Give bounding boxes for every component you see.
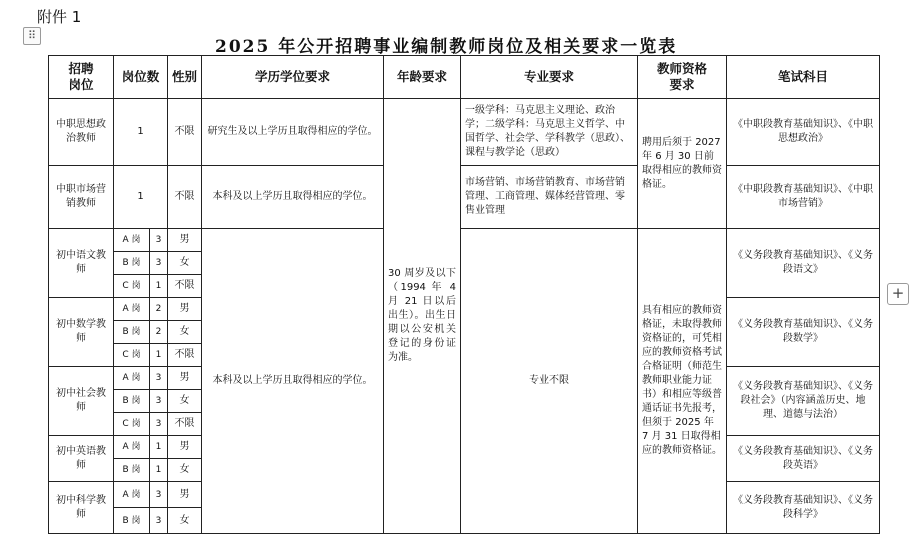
gender: 不限 (168, 344, 202, 367)
gender: 女 (168, 390, 202, 413)
position-count: 3 (150, 229, 168, 252)
table-row (49, 99, 880, 166)
table-row (49, 229, 880, 252)
qualification-requirement: 聘用后须于 2027 年 6 月 30 日前取得相应的教师资格证。 (638, 99, 727, 229)
gender: 女 (168, 508, 202, 534)
position-name: C 岗 (114, 344, 150, 367)
major-requirement: 一级学科：马克思主义理论、政治学；二级学科：马克思主义哲学、中国哲学、社会学、学科教学（思政）、课程与教学论（思政） (461, 99, 638, 166)
gender: 不限 (168, 99, 202, 166)
header-age: 年龄要求 (384, 56, 461, 99)
header-qualification: 教师资格 要求 (638, 56, 727, 99)
header-major: 专业要求 (461, 56, 638, 99)
position-name: A 岗 (114, 367, 150, 390)
post-name: 初中英语教师 (49, 436, 114, 482)
post-name: 中职思想政治教师 (49, 99, 114, 166)
gender: 女 (168, 252, 202, 275)
position-name: A 岗 (114, 482, 150, 508)
position-count: 1 (150, 344, 168, 367)
exam-subjects: 《义务段教育基础知识》、《义务段社会》（内容涵盖历史、地理、道德与法治） (727, 367, 880, 436)
position-count: 3 (150, 367, 168, 390)
exam-subjects: 《义务段教育基础知识》、《义务段英语》 (727, 436, 880, 482)
header-exam: 笔试科目 (727, 56, 880, 99)
age-requirement: 30 周岁及以下（1994 年 4 月 21 日以后出生）。出生日期以公安机关登记的身份证为准。 (384, 99, 461, 534)
gender: 不限 (168, 413, 202, 436)
plus-icon[interactable]: + (887, 283, 909, 305)
education-requirement: 本科及以上学历且取得相应的学位。 (202, 229, 384, 534)
gender: 不限 (168, 275, 202, 298)
major-requirement: 市场营销、市场营销教育、市场营销管理、工商管理、媒体经营管理、零售业管理 (461, 166, 638, 229)
position-count: 1 (150, 459, 168, 482)
exam-subjects: 《义务段教育基础知识》、《义务段数学》 (727, 298, 880, 367)
position-name: B 岗 (114, 508, 150, 534)
position-count: 2 (150, 298, 168, 321)
position-count: 3 (150, 390, 168, 413)
post-name: 初中社会教师 (49, 367, 114, 436)
post-count: 1 (114, 99, 168, 166)
gender: 男 (168, 482, 202, 508)
position-name: C 岗 (114, 275, 150, 298)
position-name: B 岗 (114, 321, 150, 344)
position-name: A 岗 (114, 229, 150, 252)
position-name: A 岗 (114, 298, 150, 321)
exam-subjects: 《义务段教育基础知识》、《义务段语文》 (727, 229, 880, 298)
education-requirement: 本科及以上学历且取得相应的学位。 (202, 166, 384, 229)
post-name: 初中数学教师 (49, 298, 114, 367)
gender: 男 (168, 229, 202, 252)
position-name: A 岗 (114, 436, 150, 459)
document-title: 2025 年公开招聘事业编制教师岗位及相关要求一览表 (215, 37, 678, 57)
position-count: 3 (150, 508, 168, 534)
position-count: 1 (150, 436, 168, 459)
qualification-requirement: 具有相应的教师资格证，未取得教师资格证的，可凭相应的教师资格考试合格证明（师范生教师职业能力证书）和相应等级普通话证书先报考，但须于 2025 年 7 月 31 日取得相应的教师资格证。 (638, 229, 727, 534)
position-name: B 岗 (114, 390, 150, 413)
table-row (49, 166, 880, 229)
position-count: 3 (150, 252, 168, 275)
header-education: 学历学位要求 (202, 56, 384, 99)
position-count: 1 (150, 275, 168, 298)
header-post: 招聘 岗位 (49, 56, 114, 99)
position-count: 2 (150, 321, 168, 344)
exam-subjects: 《中职段教育基础知识》、《中职思想政治》 (727, 99, 880, 166)
drag-handle-icon[interactable]: ⠿ (23, 27, 41, 45)
header-gender: 性别 (168, 56, 202, 99)
gender: 男 (168, 367, 202, 390)
gender: 男 (168, 436, 202, 459)
post-count: 1 (114, 166, 168, 229)
exam-subjects: 《中职段教育基础知识》、《中职市场营销》 (727, 166, 880, 229)
gender: 女 (168, 321, 202, 344)
post-name: 初中语文教师 (49, 229, 114, 298)
exam-subjects: 《义务段教育基础知识》、《义务段科学》 (727, 482, 880, 534)
post-name: 初中科学教师 (49, 482, 114, 534)
education-requirement: 研究生及以上学历且取得相应的学位。 (202, 99, 384, 166)
gender: 不限 (168, 166, 202, 229)
position-count: 3 (150, 482, 168, 508)
major-requirement: 专业不限 (461, 229, 638, 534)
position-name: B 岗 (114, 252, 150, 275)
header-count: 岗位数 (114, 56, 168, 99)
position-count: 3 (150, 413, 168, 436)
gender: 男 (168, 298, 202, 321)
gender: 女 (168, 459, 202, 482)
recruitment-table (48, 55, 880, 534)
post-name: 中职市场营销教师 (49, 166, 114, 229)
position-name: C 岗 (114, 413, 150, 436)
attachment-label: 附件 1 (37, 8, 82, 26)
table-header-row (49, 56, 880, 99)
position-name: B 岗 (114, 459, 150, 482)
